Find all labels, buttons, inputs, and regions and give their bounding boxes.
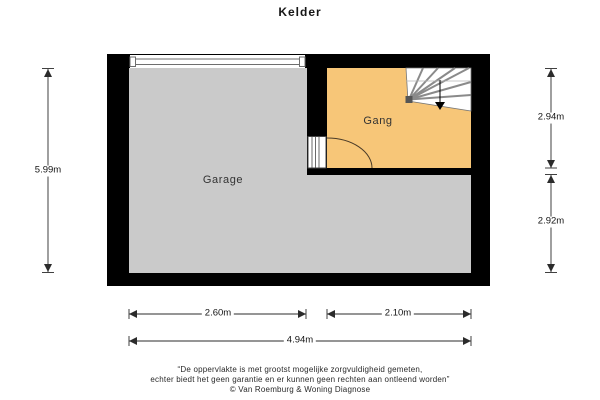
copyright-line: © Van Roemburg & Woning Diagnose (229, 385, 371, 394)
disclaimer-line-2: echter biedt het geen garantie en er kunnen geen rechten aan ontleend worden” (150, 375, 450, 384)
garage-door-cap-left (130, 57, 136, 67)
garage-room-label: Garage (202, 174, 244, 186)
dim-label-gang-width: 2.10m (382, 309, 414, 320)
stair-newel (406, 96, 413, 103)
page-title: Kelder (278, 5, 322, 19)
door-jamb (308, 137, 326, 169)
dim-label-garage-width: 2.60m (202, 309, 234, 320)
dim-label-width-total: 4.94m (284, 336, 316, 347)
garage-door-cap-right (300, 57, 306, 67)
garage-door-panel (135, 59, 300, 65)
dim-label-gang-height: 2.94m (535, 113, 567, 124)
dim-label-garage-lower-height: 2.92m (535, 217, 567, 228)
footer-disclaimer (0, 365, 600, 395)
garage-door (130, 55, 305, 68)
disclaimer-line-1: “De oppervlakte is met grootst mogelijke zorgvuldigheid gemeten, (177, 365, 423, 374)
dim-label-height-total: 5.99m (32, 166, 64, 177)
gang-room-label: Gang (363, 115, 393, 127)
